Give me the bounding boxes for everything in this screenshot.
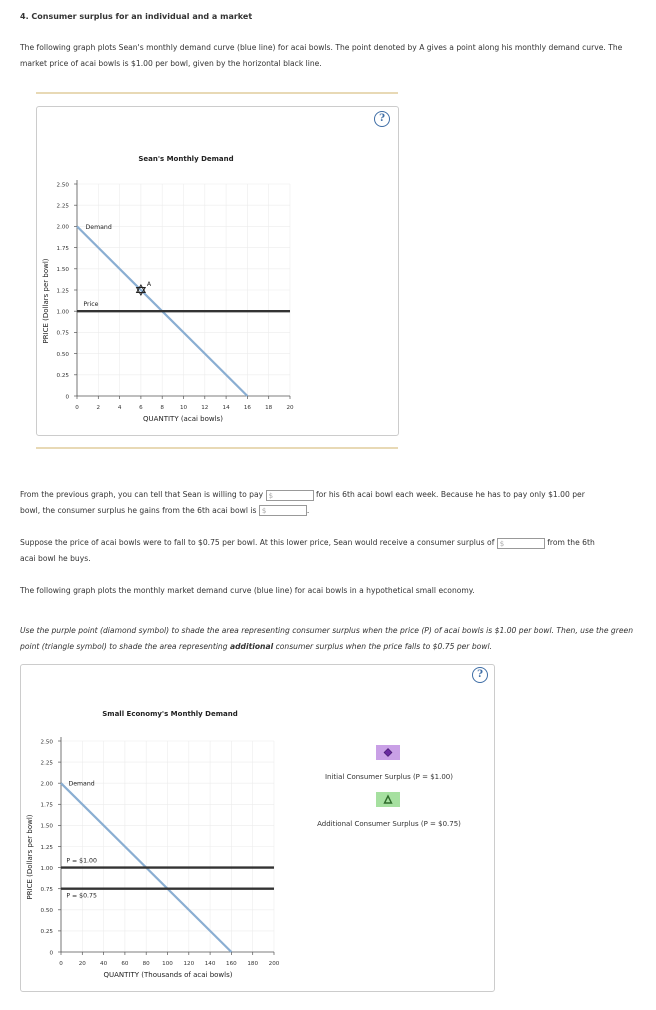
x-tick-label: 140 — [204, 961, 216, 967]
y-tick-label: 2.25 — [40, 760, 53, 767]
consumer-surplus-input[interactable] — [259, 505, 310, 516]
q2-text-b: from the 6th — [547, 538, 595, 547]
x-tick-label: 0 — [59, 961, 63, 967]
q1-text-c: bowl, the consumer surplus he gains from the 6th acai bowl is — [20, 505, 257, 515]
y-tick-label: 2.50 — [56, 182, 69, 189]
instructions-part2: consumer surplus when the price falls to $0.75 per bowl. — [273, 641, 493, 651]
price-1-label: P = $1.00 — [66, 857, 97, 865]
y-tick-label: 1.00 — [56, 309, 69, 316]
help-icon[interactable]: ? — [374, 111, 390, 127]
x-tick-label: 160 — [226, 961, 237, 967]
y-tick-label: 2.00 — [40, 781, 53, 788]
y-tick-label: 2.00 — [56, 224, 69, 231]
graph1-chart — [36, 106, 397, 434]
price-2-label: P = $0.75 — [66, 892, 97, 900]
x-tick-label: 8 — [160, 405, 164, 411]
instructions — [20, 623, 635, 654]
graph1-title: Sean's Monthly Demand — [138, 155, 234, 163]
x-tick-label: 100 — [162, 961, 173, 967]
question-2 — [20, 535, 635, 566]
graph2-x-axis-label: QUANTITY (Thousands of acai bowls) — [103, 971, 233, 979]
question-intro: The following graph plots Sean's monthly demand curve (blue line) for acai bowls. The point denoted by A gives a point along his monthly demand curve. The market price of acai bowls is $1.00 per bowl, given by the horizontal black line. — [20, 43, 623, 68]
divider-bottom — [36, 447, 398, 449]
x-tick-label: 18 — [265, 405, 273, 411]
willing-to-pay-input[interactable] — [266, 490, 314, 501]
demand-label: Demand — [68, 780, 95, 788]
x-tick-label: 16 — [243, 405, 251, 411]
divider-top — [36, 92, 398, 94]
lower-price-surplus-input[interactable] — [497, 538, 545, 549]
y-tick-label: 1.25 — [40, 844, 53, 851]
q1-text-b: for his 6th acai bowl each week. Because he has to pay only $1.00 per — [315, 490, 585, 499]
question-title: 4. Consumer surplus for an individual and a market — [20, 12, 253, 21]
x-tick-label: 20 — [286, 405, 294, 411]
point-a-label: A — [146, 281, 152, 288]
additional-surplus-tool[interactable] — [376, 792, 400, 807]
x-tick-label: 180 — [247, 961, 259, 967]
initial-surplus-tool[interactable] — [376, 745, 400, 760]
y-tick-label: 2.50 — [40, 739, 53, 746]
y-tick-label: 0.25 — [40, 929, 53, 936]
x-tick-label: 12 — [201, 405, 209, 411]
y-tick-label: 0.50 — [40, 908, 53, 915]
y-tick-label: 0.75 — [40, 887, 53, 893]
q1-text-d: . — [306, 505, 310, 515]
help-icon[interactable]: ? — [472, 667, 488, 683]
dollar-prefix: $ — [261, 507, 267, 515]
y-tick-label: 1.25 — [56, 288, 69, 295]
q2-text-c: acai bowl he buys. — [20, 553, 91, 563]
x-tick-label: 200 — [268, 961, 280, 967]
dollar-prefix: $ — [499, 539, 505, 548]
diamond-icon — [376, 745, 400, 760]
x-tick-label: 14 — [222, 405, 230, 411]
x-tick-label: 4 — [117, 405, 122, 411]
x-tick-label: 80 — [142, 961, 150, 967]
y-tick-label: 2.25 — [56, 203, 69, 210]
y-tick-label: 0 — [65, 394, 69, 401]
q1-text-a: From the previous graph, you can tell that Sean is willing to pay — [20, 490, 264, 499]
graph1-x-axis-label: QUANTITY (acai bowls) — [143, 415, 223, 423]
x-tick-label: 0 — [75, 405, 79, 411]
graph2-y-axis-label: PRICE (Dollars per bowl) — [26, 814, 34, 900]
price-label: Price — [83, 301, 99, 309]
instructions-bold: additional — [229, 641, 274, 651]
demand-label: Demand — [85, 223, 112, 231]
y-tick-label: 0.75 — [56, 330, 69, 337]
x-tick-label: 6 — [139, 405, 143, 411]
x-tick-label: 10 — [179, 405, 188, 411]
y-tick-label: 1.00 — [40, 865, 53, 872]
y-tick-label: 0.25 — [56, 373, 69, 380]
triangle-icon — [376, 792, 400, 807]
y-tick-label: 1.50 — [40, 823, 53, 830]
q2-text-a: Suppose the price of acai bowls were to fall to $0.75 per bowl. At this lower price, Sean would receive a consumer surplus of — [20, 538, 495, 547]
graph1-y-axis-label: PRICE (Dollars per bowl) — [42, 258, 50, 344]
x-tick-label: 60 — [121, 961, 129, 967]
y-tick-label: 1.75 — [40, 802, 53, 809]
x-tick-label: 120 — [183, 961, 195, 967]
instructions-part1: Use the purple point (diamond symbol) to shade the area representing consumer surplus when the price (P) of acai bowls is $1.00 per bowl. Then, use the green point (triangle symbol) to shade the area representing — [20, 626, 634, 651]
x-tick-label: 2 — [96, 405, 101, 411]
market-intro: The following graph plots the monthly market demand curve (blue line) for acai bowls in a hypothetical small economy. — [20, 586, 475, 595]
question-1 — [20, 487, 635, 518]
initial-surplus-label: Initial Consumer Surplus (P = $1.00) — [324, 773, 453, 781]
x-tick-label: 20 — [78, 961, 86, 967]
dollar-prefix: $ — [268, 491, 274, 500]
y-tick-label: 0.50 — [56, 351, 69, 358]
x-tick-label: 40 — [100, 961, 108, 967]
additional-surplus-label: Additional Consumer Surplus (P = $0.75) — [317, 820, 461, 828]
graph2-title: Small Economy's Monthly Demand — [102, 710, 238, 718]
y-tick-label: 1.50 — [56, 267, 69, 274]
y-tick-label: 0 — [49, 950, 53, 957]
y-tick-label: 1.75 — [56, 245, 69, 252]
